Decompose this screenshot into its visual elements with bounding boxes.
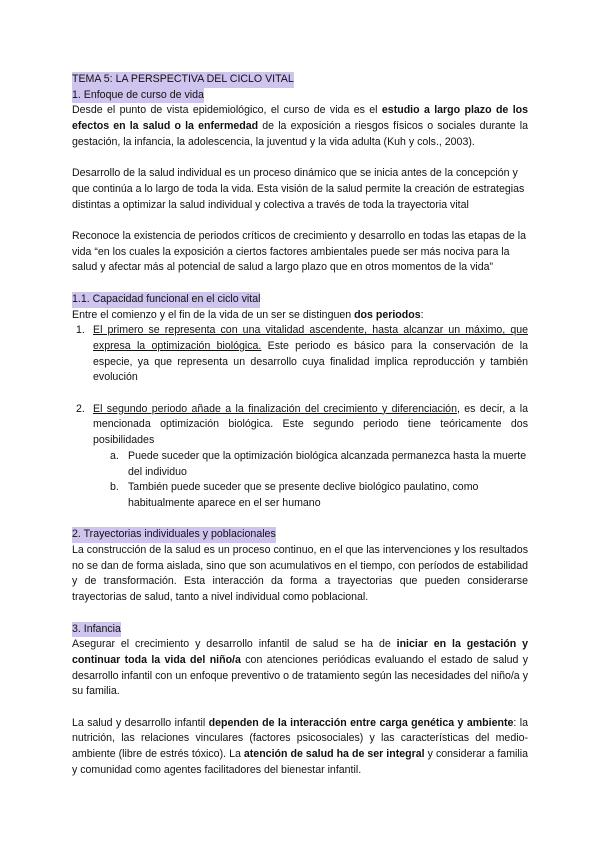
period-subitem-b: b. También puede suceder que se presente declive biológico paulatino, como habitualmente aparece en el ser humano bbox=[110, 481, 479, 509]
section-3-paragraph-1: Asegurar el crecimiento y desarrollo infantil de salud se ha de iniciar en la gestación y continuar toda la vida del niño/a con atenciones periódicas evaluando el estado de salud y desarrollo infantil con un enfoque preventivo o de tratamiento según las necesidades del niño/a y su familia. bbox=[72, 638, 529, 698]
section-3-heading: 3. Infancia bbox=[72, 622, 121, 638]
document-page bbox=[72, 72, 528, 779]
periods-list bbox=[72, 323, 528, 511]
section-1-1-heading: 1.1. Capacidad funcional en el ciclo vital bbox=[72, 292, 260, 308]
section-1-paragraph-2: Desarrollo de la salud individual es un proceso dinámico que se inicia antes de la concepción y que continúa a lo largo de toda la vida. Esta visión de la salud permite la creación de estrategias distintas a optimizar la salud individual y colectiva a través de toda la trayectoria vital bbox=[72, 167, 525, 211]
section-1-heading: 1. Enfoque de curso de vida bbox=[72, 88, 204, 104]
section-1-1-intro: Entre el comienzo y el fin de la vida de un ser se distinguen dos periodos: bbox=[72, 308, 424, 321]
period-item-1: 1. El primero se representa con una vitalidad ascendente, hasta alcanzar un máximo, que expresa la optimización biológica. Este periodo es básico para la conservación de la especie, ya que representa un desarrollo cuya finalidad implica reproducción y también evolución bbox=[76, 324, 528, 384]
section-2-heading: 2. Trayectorias individuales y poblacionales bbox=[72, 527, 276, 543]
period-item-2: 2. El segundo periodo añade a la finalización del crecimiento y diferenciación, es decir, a la mencionada optimización biológica. Este segundo periodo tiene teóricamente dos posibilidades bbox=[76, 402, 528, 447]
document-title: TEMA 5: LA PERSPECTIVA DEL CICLO VITAL bbox=[72, 72, 294, 88]
section-2-paragraph: La construcción de la salud es un proceso continuo, en el que las intervenciones y los resultados no se dan de forma aislada, sino que son acumulativos en el tiempo, con períodos de estabilidad y de transformación. Esta interacción da forma a trayectorias que pueden considerarse trayectorias de salud, tanto a nivel individual como poblacional. bbox=[72, 544, 528, 604]
section-3-paragraph-2: La salud y desarrollo infantil dependen de la interacción entre carga genética y ambiente: la nutrición, las relaciones vinculares (factores psicosociales) y las características del medio-ambiente (libre de estrés tóxico). La atención de salud ha de ser integral y considerar a familia y comunidad como agentes facilitadores del bienestar infantil. bbox=[72, 716, 528, 776]
section-1-paragraph-1: Desde el punto de vista epidemiológico, el curso de vida es el estudio a largo plazo de los efectos en la salud o la enfermedad de la exposición a riesgos físicos o sociales durante la gestación, la infancia, la adolescencia, la juventud y la vida adulta (Kuh y cols., 2003). bbox=[72, 104, 528, 148]
period-subitem-a: a. Puede suceder que la optimización biológica alcanzada permanezca hasta la muerte del individuo bbox=[110, 449, 527, 478]
section-1-paragraph-3: Reconoce la existencia de periodos críticos de crecimiento y desarrollo en todas las etapas de la vida “en los cuales la exposición a ciertos factores ambientales puede ser más nociva para la salud y afectar más al potencial de salud a largo plazo que en otros momentos de la vida” bbox=[72, 230, 527, 274]
